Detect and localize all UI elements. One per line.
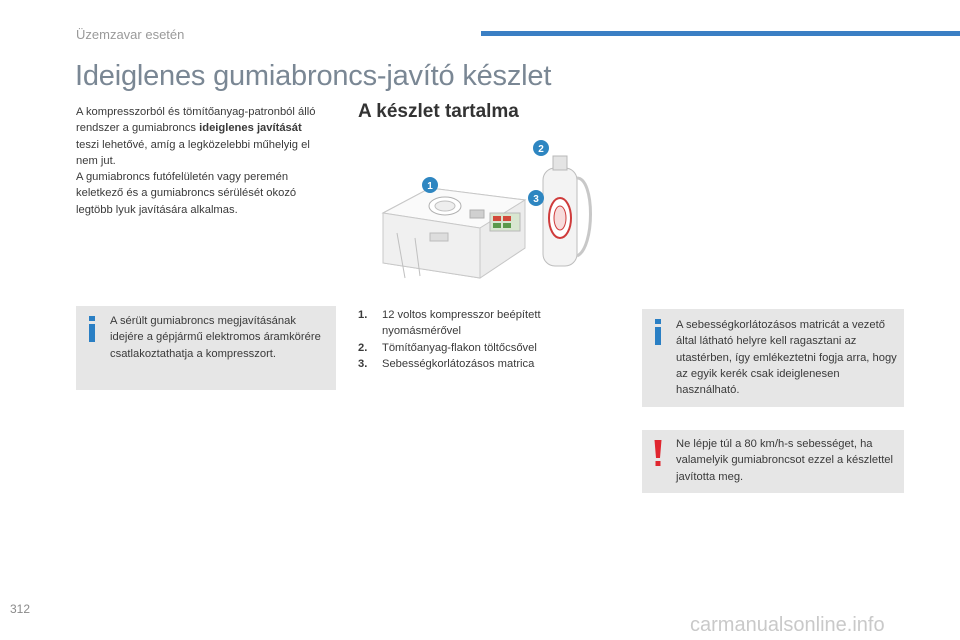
- speed-warning-box: [642, 430, 904, 493]
- callout-2: [533, 140, 549, 156]
- sticker-note-text: A sebességkorlátozásos matricát a vezető által látható helyre kell ragasztani az utastérben, így emlékeztetni fogja arra, hogy az egyik kerék csak ideiglenesen használható.: [676, 319, 897, 397]
- callout-3: [528, 190, 544, 206]
- intro-paragraph2: A gumiabroncs futófelületén vagy peremén keletkező és a gumiabroncs sérülését okozó legtöbb lyuk javítására alkalmas.: [76, 171, 297, 216]
- list-item: [358, 340, 588, 356]
- kit-heading: A készlet tartalma: [358, 101, 519, 122]
- intro-bold: ideiglenes javítását: [199, 122, 302, 135]
- info-icon: [86, 316, 98, 342]
- svg-text:2: 2: [538, 144, 544, 155]
- intro-part2: teszi lehetővé, amíg a legközelebbi műhelyig el nem jut.: [76, 138, 310, 167]
- watermark: carmanualsonline.info: [690, 614, 885, 636]
- item-text: 12 voltos kompresszor beépített nyomásmérővel: [382, 309, 541, 338]
- item-text: Sebességkorlátozásos matrica: [382, 357, 535, 370]
- sealant-bottle-drawing: [543, 156, 591, 266]
- item-number: 2.: [358, 341, 368, 354]
- callout-1: [422, 177, 438, 193]
- header-accent-bar: [481, 31, 960, 36]
- list-item: [358, 307, 588, 340]
- svg-text:3: 3: [533, 194, 539, 205]
- page-number: 312: [10, 602, 31, 616]
- intro-part1: A kompresszorból és tömítőanyag-patronból álló rendszer a gumiabroncs: [76, 106, 316, 135]
- compressor-drawing: [383, 188, 525, 278]
- item-number: 1.: [358, 309, 368, 321]
- section-label: Üzemzavar esetén: [76, 27, 185, 42]
- speed-warning-text: Ne lépje túl a 80 km/h-s sebességet, ha valamelyik gumiabroncsot ezzel a készlettel javította meg.: [676, 438, 894, 483]
- item-number: 3.: [358, 357, 368, 370]
- warning-icon: [652, 440, 664, 466]
- repair-kit-illustration: [375, 138, 600, 288]
- svg-text:1: 1: [427, 181, 433, 192]
- info-icon: [652, 319, 664, 345]
- repair-note-text: A sérült gumiabroncs megjavításának idejére a gépjármű elektromos áramkörére csatlakoztathatja a kompresszort.: [110, 315, 321, 360]
- list-item: [358, 356, 588, 372]
- sticker-note-box: [642, 309, 904, 407]
- kit-contents-list: [358, 307, 588, 372]
- item-text: Tömítőanyag-flakon töltőcsővel: [382, 341, 537, 354]
- repair-note-box: [76, 306, 336, 390]
- intro-text: [76, 104, 326, 218]
- page-title: Ideiglenes gumiabroncs-javító készlet: [75, 60, 552, 92]
